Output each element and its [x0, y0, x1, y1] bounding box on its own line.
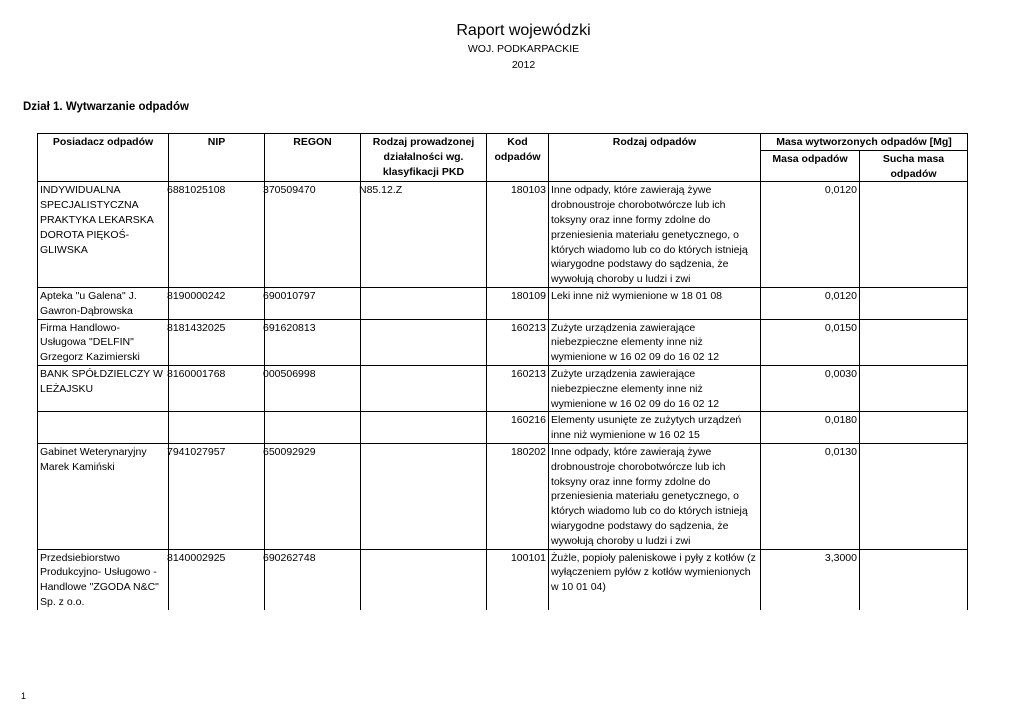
- voivodeship-label: WOJ. PODKARPACKIE: [467, 43, 580, 55]
- cell-activity: [361, 412, 487, 444]
- col-header-mass: Masa odpadów: [761, 150, 860, 182]
- col-header-holder: Posiadacz odpadów: [38, 134, 169, 182]
- cell-code: 160216: [487, 412, 549, 444]
- cell-holder: [38, 412, 169, 444]
- cell-holder: BANK SPÓŁDZIELCZY W LEŻAJSKU: [38, 365, 169, 411]
- col-header-regon: REGON: [265, 134, 361, 182]
- cell-activity: [361, 443, 487, 549]
- col-header-activity: Rodzaj prowadzonej działalności wg. klasyfikacji PKD: [361, 134, 487, 182]
- cell-nip: 8181432025: [169, 319, 265, 365]
- cell-nip: 8190000242: [169, 287, 265, 319]
- cell-waste-type: Żużle, popioły paleniskowe i pyły z kotłów (z wyłączeniem pyłów z kotłów wymienionych w 10 01 04): [549, 549, 761, 610]
- table-row: [38, 182, 968, 288]
- cell-waste-type: Zużyte urządzenia zawierające niebezpieczne elementy inne niż wymienione w 16 02 09 do 16 02 12: [549, 365, 761, 411]
- cell-dry-mass: [860, 365, 968, 411]
- cell-regon: 691620813: [265, 319, 361, 365]
- cell-waste-type: Inne odpady, które zawierają żywe drobnoustroje chorobotwórcze lub ich toksyny oraz inne formy zdolne do przeniesienia materiału genetycznego, o których wiadomo lub co do których istnieją wiarygodne podstawy do sądzenia, że wywołują choroby u ludzi i zwi: [549, 182, 761, 288]
- col-header-dry-mass: Sucha masa odpadów: [860, 150, 968, 182]
- cell-holder: Firma Handlowo-Usługowa "DELFIN" Grzegorz Kazimierski: [38, 319, 169, 365]
- cell-activity: [361, 319, 487, 365]
- cell-regon: 690010797: [265, 287, 361, 319]
- table-header-row: [38, 134, 968, 151]
- cell-mass: 0,0180: [761, 412, 860, 444]
- cell-regon: 650092929: [265, 443, 361, 549]
- cell-holder: Gabinet Weterynaryjny Marek Kamiński: [38, 443, 169, 549]
- table-row: [38, 365, 968, 411]
- cell-activity: [361, 287, 487, 319]
- cell-regon: 370509470: [265, 182, 361, 288]
- cell-code: 160213: [487, 365, 549, 411]
- cell-dry-mass: [860, 412, 968, 444]
- col-header-code: Kod odpadów: [487, 134, 549, 182]
- table-row: [38, 412, 968, 444]
- cell-regon: 000506998: [265, 365, 361, 411]
- table-row: [38, 287, 968, 319]
- cell-mass: 0,0120: [761, 182, 860, 288]
- cell-activity: [361, 549, 487, 610]
- cell-regon: [265, 412, 361, 444]
- col-header-nip: NIP: [169, 134, 265, 182]
- cell-nip: 7941027957: [169, 443, 265, 549]
- table-row: [38, 443, 968, 549]
- cell-mass: 0,0120: [761, 287, 860, 319]
- cell-activity: [361, 365, 487, 411]
- cell-dry-mass: [860, 443, 968, 549]
- waste-report-table: [37, 133, 968, 610]
- cell-dry-mass: [860, 319, 968, 365]
- cell-waste-type: Inne odpady, które zawierają żywe drobnoustroje chorobotwórcze lub ich toksyny oraz inne formy zdolne do przeniesienia materiału genetycznego, o których wiadomo lub co do których istnieją wiarygodne podstawy do sądzenia, że wywołują choroby u ludzi i zwi: [549, 443, 761, 549]
- cell-regon: 690262748: [265, 549, 361, 610]
- report-title: Raport wojewódzki: [456, 22, 591, 39]
- cell-holder: Apteka "u Galena" J. Gawron-Dąbrowska: [38, 287, 169, 319]
- page-number: 1: [21, 691, 27, 701]
- table-row: [38, 319, 968, 365]
- table-row: [38, 549, 968, 610]
- cell-dry-mass: [860, 549, 968, 610]
- cell-waste-type: Leki inne niż wymienione w 18 01 08: [549, 287, 761, 319]
- cell-code: 180109: [487, 287, 549, 319]
- cell-code: 100101: [487, 549, 549, 610]
- cell-nip: 8140002925: [169, 549, 265, 610]
- cell-holder: Przedsiebiorstwo Produkcyjno- Usługowo - Handlowe "ZGODA N&C" Sp. z o.o.: [38, 549, 169, 610]
- cell-mass: 0,0030: [761, 365, 860, 411]
- cell-nip: 6881025108: [169, 182, 265, 288]
- cell-dry-mass: [860, 182, 968, 288]
- cell-nip: 8160001768: [169, 365, 265, 411]
- cell-activity: N85.12.Z: [361, 182, 487, 288]
- cell-nip: [169, 412, 265, 444]
- cell-holder: INDYWIDUALNA SPECJALISTYCZNA PRAKTYKA LEKARSKA DOROTA PIĘKOŚ-GLIWSKA: [38, 182, 169, 288]
- cell-code: 180202: [487, 443, 549, 549]
- cell-mass: 0,0150: [761, 319, 860, 365]
- col-header-waste-type: Rodzaj odpadów: [549, 134, 761, 182]
- cell-code: 160213: [487, 319, 549, 365]
- report-year: 2012: [511, 59, 536, 71]
- col-header-mass-group: Masa wytworzonych odpadów [Mg]: [761, 134, 968, 151]
- section-title: Dział 1. Wytwarzanie odpadów: [23, 101, 189, 113]
- cell-mass: 3,3000: [761, 549, 860, 610]
- cell-waste-type: Elementy usunięte ze zużytych urządzeń inne niż wymienione w 16 02 15: [549, 412, 761, 444]
- cell-mass: 0,0130: [761, 443, 860, 549]
- cell-waste-type: Zużyte urządzenia zawierające niebezpieczne elementy inne niż wymienione w 16 02 09 do 16 02 12: [549, 319, 761, 365]
- cell-code: 180103: [487, 182, 549, 288]
- cell-dry-mass: [860, 287, 968, 319]
